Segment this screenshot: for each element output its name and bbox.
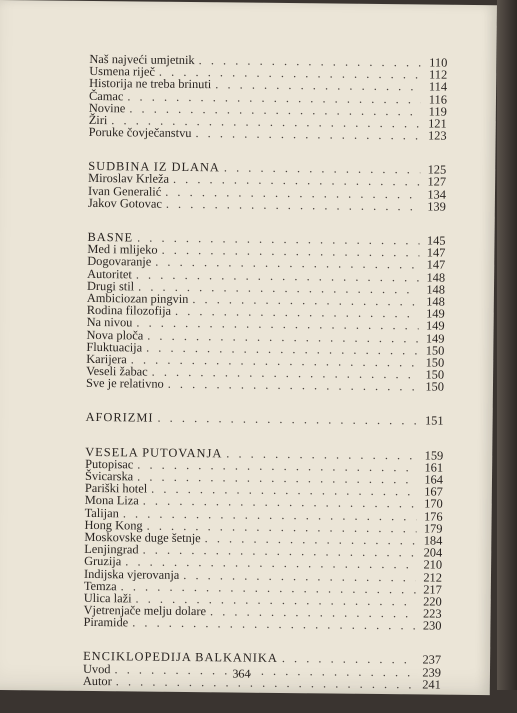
entry-title: Ambiciozan pingvin <box>86 290 189 306</box>
heading-title: BASNE <box>87 229 134 245</box>
toc-section <box>83 446 443 633</box>
leader-dots <box>166 198 420 213</box>
entry-page: 139 <box>427 199 446 214</box>
entry-page: 114 <box>428 79 448 95</box>
entry-page: 150 <box>425 343 445 358</box>
section-heading <box>86 411 444 427</box>
entry-page: 212 <box>423 570 443 585</box>
entry-title: Mona Liza <box>84 493 139 508</box>
entry-title: Moskovske duge šetnje <box>84 529 201 546</box>
heading-page: 159 <box>424 448 444 463</box>
entry-page: 184 <box>423 533 443 548</box>
toc-entry <box>86 377 444 393</box>
entry-title: Pariški hotel <box>84 481 148 496</box>
entry-page: 204 <box>423 545 443 560</box>
heading-title: ENCIKLOPEDIJA BALKANIKA <box>83 649 278 666</box>
heading-title: AFORIZMI <box>85 410 154 426</box>
leader-dots <box>168 378 418 393</box>
entry-title: Nova ploča <box>86 327 144 343</box>
entry-page: 148 <box>426 282 446 297</box>
toc-section <box>88 160 446 212</box>
entry-page: 148 <box>426 294 445 309</box>
entry-page: 241 <box>422 677 441 692</box>
entry-page: 164 <box>424 472 444 487</box>
entry-page: 110 <box>429 55 448 70</box>
entry-page: 123 <box>427 128 447 143</box>
entry-title: Lenjingrad <box>84 542 139 557</box>
entry-title: Piramide <box>83 615 129 630</box>
entry-title: Miroslav Krleža <box>88 171 170 187</box>
entry-title: Temza <box>83 578 117 593</box>
entry-title: Veseli žabac <box>86 364 148 379</box>
heading-title: SUDBINA IZ DLANA <box>88 159 220 175</box>
entry-page: 220 <box>423 594 442 609</box>
entry-page: 149 <box>425 318 445 334</box>
entry-page: 217 <box>423 582 442 597</box>
entry-title: Jakov Gotovac <box>87 195 162 211</box>
page-number: 364 <box>232 666 251 681</box>
entry-page: 150 <box>425 355 445 370</box>
heading-page: 145 <box>426 233 446 248</box>
entry-page: 134 <box>427 187 447 202</box>
entry-title: Žiri <box>88 112 108 128</box>
entry-title: Autoritet <box>87 266 132 282</box>
entry-page: 210 <box>423 557 443 573</box>
heading-page: 125 <box>427 162 447 177</box>
heading-page: 237 <box>422 652 442 668</box>
toc-entry <box>88 197 446 213</box>
entry-page: 112 <box>429 67 448 82</box>
entry-title: Poruke čovječanstvu <box>88 125 192 141</box>
leader-dots <box>157 412 417 427</box>
entry-title: Drugi stil <box>86 278 135 294</box>
entry-title: Ivan Generalić <box>87 183 162 199</box>
entry-title: Ulica laži <box>83 590 132 606</box>
entry-page: 150 <box>425 379 445 394</box>
entry-page: 167 <box>424 484 443 499</box>
entry-page: 119 <box>428 104 447 119</box>
entry-title: Uvod <box>82 661 111 676</box>
toc-entry <box>89 126 447 142</box>
entry-page: 147 <box>426 257 446 273</box>
toc-section <box>89 53 448 142</box>
entry-page: 176 <box>423 509 443 524</box>
toc-section <box>86 411 444 427</box>
entry-title: Putopisac <box>85 456 134 472</box>
leader-dots <box>195 127 420 142</box>
entry-page: 170 <box>424 496 443 512</box>
entry-page: 149 <box>425 331 445 346</box>
entry-title: Vjetrenjače melju dolare <box>83 603 207 619</box>
entry-title: Talijan <box>84 505 119 520</box>
entry-title: Dogovaranje <box>87 254 152 270</box>
entry-title: Autor <box>82 673 112 689</box>
entry-title: Hong Kong <box>84 517 143 533</box>
entry-title: Gruzija <box>84 554 122 569</box>
entry-page: 179 <box>423 521 443 536</box>
entry-page: 149 <box>426 306 445 321</box>
entry-page: 239 <box>422 665 442 680</box>
entry-page: 223 <box>422 606 442 621</box>
entry-page: 161 <box>424 460 444 475</box>
entry-title: Med i mlijeko <box>87 242 158 257</box>
entry-page: 121 <box>428 116 447 131</box>
toc-entry <box>83 616 441 632</box>
entry-page: 127 <box>427 174 447 190</box>
entry-title: Rodina filozofija <box>86 303 172 318</box>
entry-title: Novine <box>88 100 126 116</box>
heading-page: 151 <box>424 413 444 429</box>
leader-dots <box>132 617 415 632</box>
entry-page: 230 <box>422 618 442 633</box>
entry-title: Naš najveći umjetnik <box>89 51 195 68</box>
entry-title: Usmena riječ <box>89 64 156 79</box>
entry-page: 150 <box>425 367 445 382</box>
entry-title: Karijera <box>86 351 127 367</box>
entry-title: Švicarska <box>84 468 134 484</box>
book-edge <box>497 0 517 690</box>
toc-section <box>86 231 446 393</box>
entry-title: Indijska vjerovanja <box>83 566 180 582</box>
table-of-contents <box>83 53 448 713</box>
entry-title: Fluktuacija <box>86 339 143 355</box>
entry-title: Sve je relativno <box>85 376 164 392</box>
heading-title: VESELA PUTOVANJA <box>85 444 223 461</box>
entry-title: Na nivou <box>86 315 133 330</box>
entry-page: 116 <box>428 92 448 107</box>
entry-page: 147 <box>426 245 446 260</box>
entry-page: 148 <box>426 270 446 285</box>
entry-title: Historija ne treba brinuti <box>89 76 212 92</box>
entry-title: Čamac <box>88 88 124 103</box>
